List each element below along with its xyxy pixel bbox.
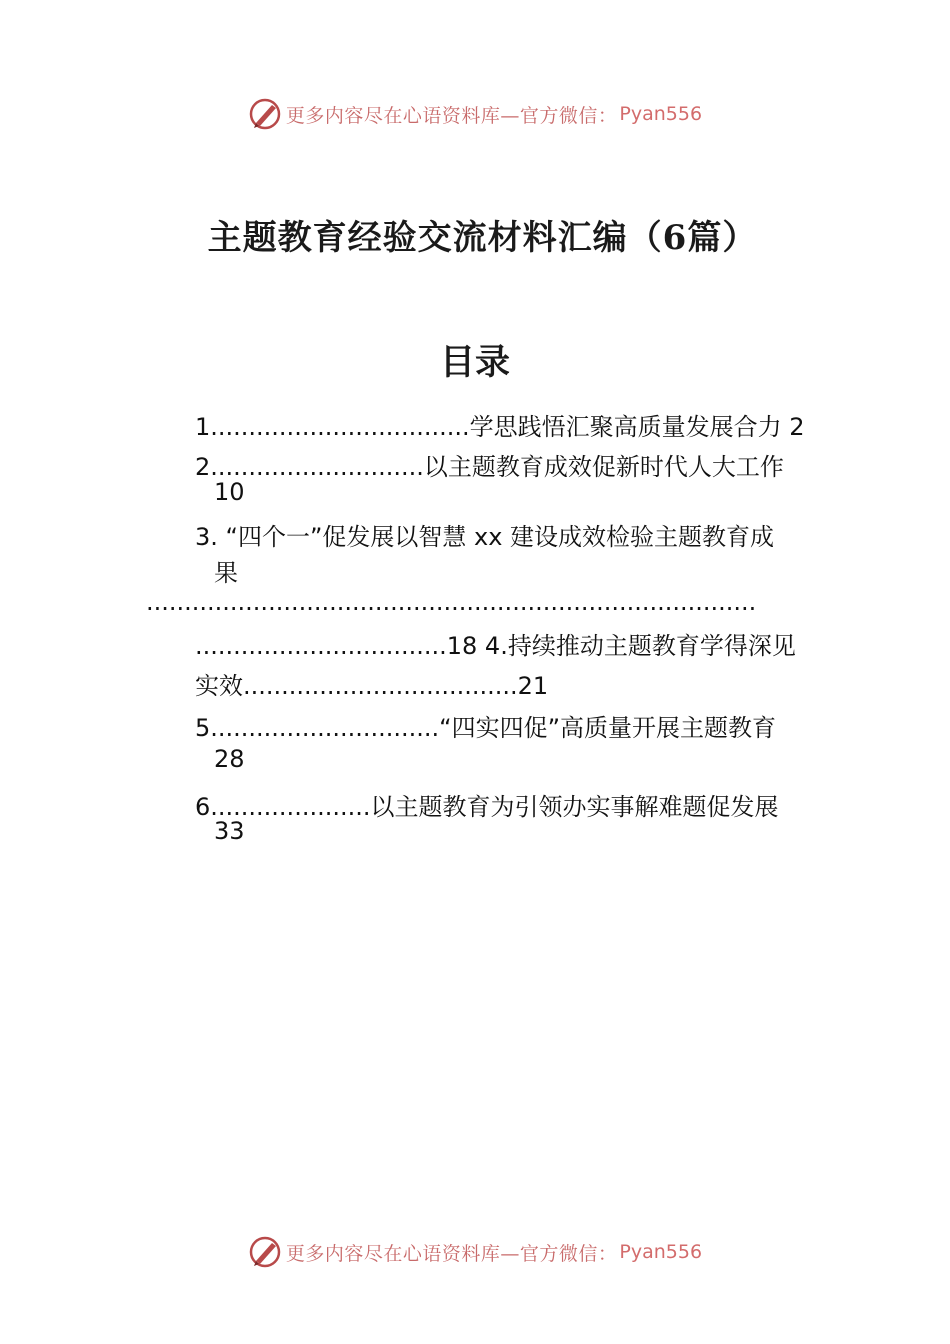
toc-entry-1: 1..................................学思践悟汇聚高质量发展合力 2 xyxy=(195,413,805,441)
footer-watermark xyxy=(0,1232,950,1272)
toc-entry-3-leader: ................................................................................ xyxy=(146,588,757,616)
toc-entry-3-page-and-4: .................................18 4.持续推动主题教育学得深见 xyxy=(195,632,796,660)
watermark-text: 更多内容尽在心语资料库—官方微信： xyxy=(285,1242,618,1265)
toc-entry-5: 5..............................“四实四促”高质量开展主题教育 xyxy=(195,714,777,742)
toc-heading: 目录 xyxy=(439,342,510,383)
toc-entry-2: 2............................以主题教育成效促新时代人大工作 xyxy=(195,453,784,481)
watermark-text: 更多内容尽在心语资料库—官方微信： xyxy=(285,104,618,127)
toc-entry-3: 3. “四个一”促发展以智慧 xx 建设成效检验主题教育成 xyxy=(195,523,775,551)
toc-entry-5-page: 28 xyxy=(214,745,245,773)
toc-entry-6: 6.....................以主题教育为引领办实事解难题促发展 xyxy=(195,793,779,821)
header-watermark xyxy=(0,94,950,134)
toc-entry-2-page: 10 xyxy=(214,478,245,506)
document-title: 主题教育经验交流材料汇编（6篇） xyxy=(207,218,758,258)
pen-logo-icon xyxy=(248,97,282,131)
toc-entry-6-page: 33 xyxy=(214,817,245,845)
watermark-wechat-id: Pyan556 xyxy=(619,1241,703,1263)
toc-entry-3-cont: 果 xyxy=(214,559,238,587)
pen-logo-icon xyxy=(248,1235,282,1269)
watermark-wechat-id: Pyan556 xyxy=(619,103,703,125)
toc-entry-4-cont: 实效....................................21 xyxy=(195,672,549,700)
